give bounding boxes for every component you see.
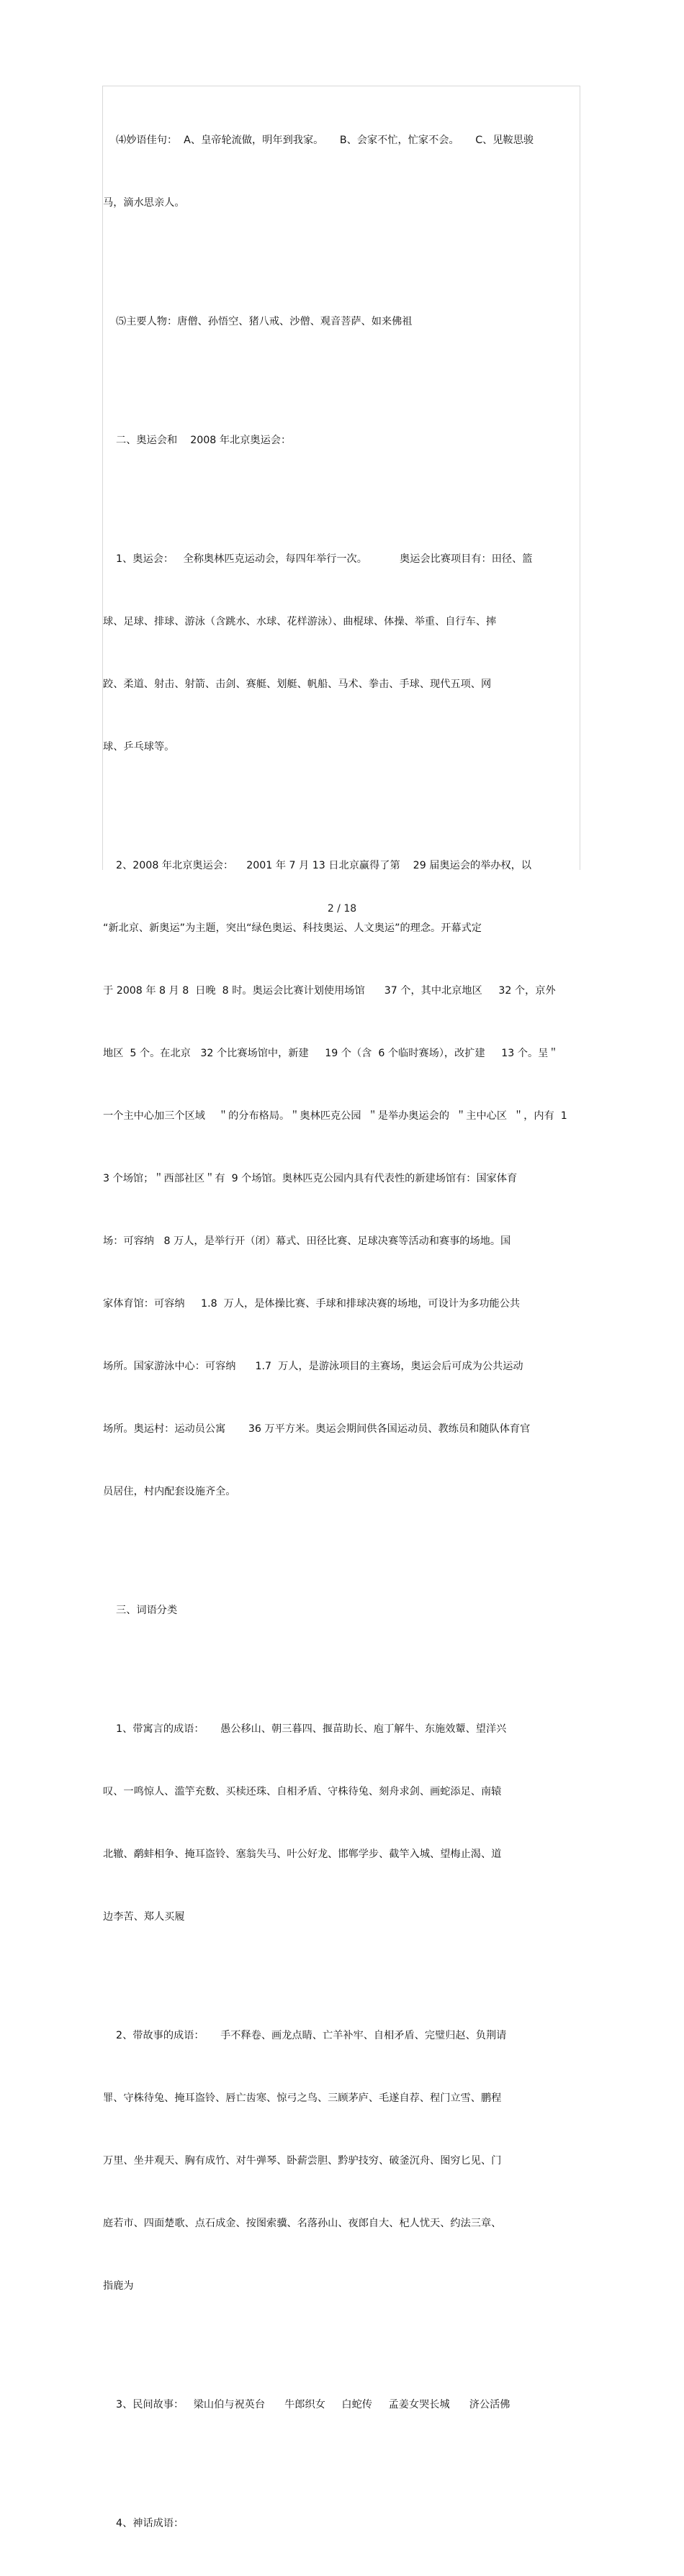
document-body — [103, 89, 580, 2576]
text-line: 1、奥运会： 全称奥林匹克运动会，每四年举行一次。 奥运会比赛项目有：田径、篮 — [103, 553, 533, 565]
text-line: 一个主中心加三个区域 ＂的分布格局。＂奥林匹克公园 ＂是举办奥运会的 ＂主中心区 ＂，内有 1 — [103, 1110, 567, 1122]
text-line: 于 2008 年 8 月 8 日晚 8 时。奥运会比赛计划使用场馆 37 个，其中北京地区 32 个，京外 — [103, 985, 556, 997]
text-line: 球、乒乓球等。 — [103, 741, 175, 753]
text-line: 球、足球、排球、游泳（含跳水、水球、花样游泳）、曲棍球、体操、举重、自行车、摔 — [103, 616, 497, 627]
paragraph-myth-idioms — [103, 2472, 580, 2576]
section-heading-vocabulary — [103, 1559, 580, 1663]
paragraph-folk-tales — [103, 2353, 580, 2457]
text-line: 马，滴水思亲人。 — [103, 197, 185, 209]
text-line: 三、词语分类 — [103, 1605, 178, 1616]
text-line: 边李苦、郑人买履 — [103, 1911, 185, 1923]
text-line: 3、民间故事： 梁山伯与祝英台 牛郎织女 白蛇传 孟姜女哭长城 济公活佛 — [103, 2399, 510, 2411]
text-line: 跤、柔道、射击、射箭、击剑、赛艇、划艇、帆船、马术、拳击、手球、现代五项、网 — [103, 679, 492, 690]
text-line: 叹、一鸣惊人、滥竽充数、买椟还珠、自相矛盾、守株待兔、刻舟求剑、画蛇添足、南辕 — [103, 1786, 502, 1797]
text-line: 地区 5 个。在北京 32 个比赛场馆中，新建 19 个（含 6 个临时赛场），改扩建 13 个。呈＂ — [103, 1048, 559, 1059]
text-line: 2、2008 年北京奥运会： 2001 年 7 月 13 日北京赢得了第 29 届奥运会的举办权，以 — [103, 860, 532, 871]
text-line: 北辙、鹬蚌相争、掩耳盗铃、塞翁失马、叶公好龙、邯郸学步、截竿入城、望梅止渴、道 — [103, 1849, 502, 1860]
text-line: 万里、坐井观天、胸有成竹、对牛弹琴、卧薪尝胆、黔驴技穷、破釜沉舟、图穷匕见、门 — [103, 2155, 502, 2167]
text-line: “新北京、新奥运”为主题，突出“绿色奥运、科技奥运、人文奥运”的理念。开幕式定 — [103, 922, 482, 934]
text-line: 罪、守株待兔、掩耳盗铃、唇亡齿寒、惊弓之鸟、三顾茅庐、毛遂自荐、程门立雪、鹏程 — [103, 2092, 502, 2104]
paragraph-characters — [103, 270, 580, 374]
text-line: 3 个场馆；＂西部社区＂有 9 个场馆。奥林匹克公园内具有代表性的新建场馆有：国家体育 — [103, 1173, 518, 1184]
text-line: 庭若市、四面楚歌、点石成金、按图索骥、名落孙山、夜郎自大、杞人忧天、约法三章、 — [103, 2218, 502, 2229]
text-line: 二、奥运会和 2008 年北京奥运会： — [103, 435, 292, 446]
page-number: 2 / 18 — [327, 903, 357, 915]
paragraph-story-idioms — [103, 1984, 580, 2339]
text-line: 4、神话成语： — [103, 2518, 184, 2529]
text-line: 场所。奥运村：运动员公寓 36 万平方米。奥运会期间供各国运动员、教练员和随队体育官 — [103, 1423, 531, 1435]
paragraph-sayings — [103, 89, 580, 255]
paragraph-olympics-intro — [103, 507, 580, 799]
text-line: 1、带寓言的成语： 愚公移山、朝三暮四、揠苗助长、庖丁解牛、东施效颦、望洋兴 — [103, 1723, 507, 1735]
paragraph-fable-idioms — [103, 1677, 580, 1969]
text-line: ⑷妙语佳句： A、皇帝轮流做，明年到我家。 B、会家不忙，忙家不会。 C、见鞍思骏 — [103, 135, 534, 146]
text-line: 场所。国家游泳中心：可容纳 1.7 万人，是游泳项目的主赛场，奥运会后可成为公共运动 — [103, 1361, 523, 1372]
paragraph-beijing-2008 — [103, 814, 580, 1544]
section-heading-olympics — [103, 389, 580, 493]
text-line: 家体育馆：可容纳 1.8 万人，是体操比赛、手球和排球决赛的场地，可设计为多功能公共 — [103, 1298, 521, 1310]
text-line: 2、带故事的成语： 手不释卷、画龙点睛、亡羊补牢、自相矛盾、完璧归赵、负荆请 — [103, 2030, 507, 2041]
text-line: 场：可容纳 8 万人，是举行开（闭）幕式、田径比赛、足球决赛等活动和赛事的场地。国 — [103, 1235, 511, 1247]
text-line: ⑸主要人物：唐僧、孙悟空、猪八戒、沙僧、观音菩萨、如来佛祖 — [103, 316, 413, 327]
text-line: 员居住，村内配套设施齐全。 — [103, 1486, 236, 1497]
text-line: 指鹿为 — [103, 2280, 134, 2292]
